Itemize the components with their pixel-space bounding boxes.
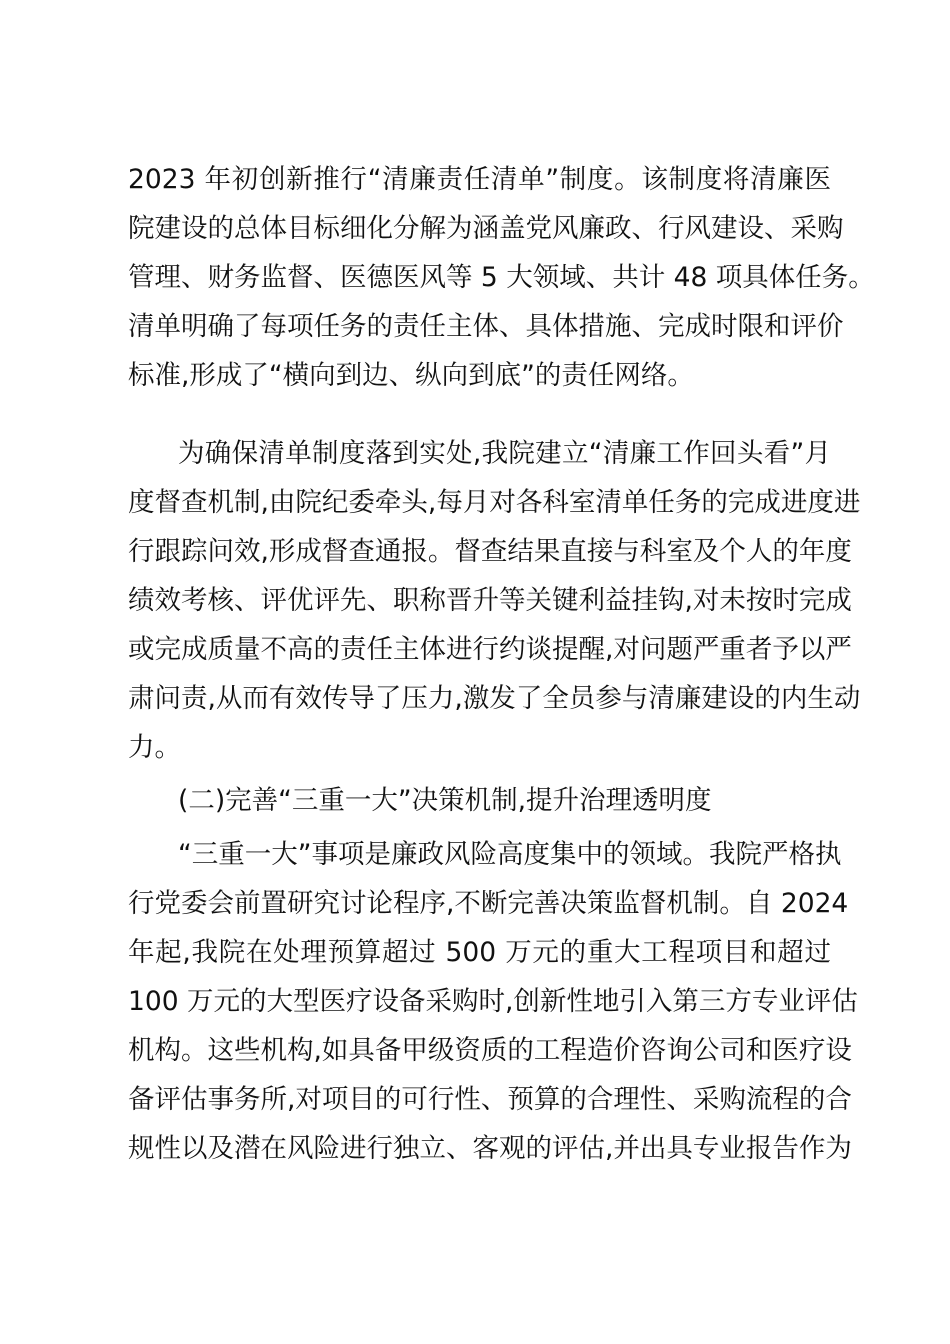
text-line: 度督查机制,由院纪委牵头,每月对各科室清单任务的完成进度进: [128, 487, 861, 518]
text-line: 为确保清单制度落到实处,我院建立“清廉工作回头看”月: [178, 438, 831, 469]
text-line: 清单明确了每项任务的责任主体、具体措施、完成时限和评价: [128, 311, 844, 342]
text-line: 行党委会前置研究讨论程序,不断完善决策监督机制。自 2024: [128, 888, 849, 919]
text-line: 管理、财务监督、医德医风等 5 大领域、共计 48 项具体任务。: [128, 262, 875, 293]
text-line: 规性以及潜在风险进行独立、客观的评估,并出具专业报告作为: [128, 1133, 852, 1164]
text-line: 100 万元的大型医疗设备采购时,创新性地引入第三方专业评估: [128, 986, 858, 1017]
text-line: “三重一大”事项是廉政风险高度集中的领域。我院严格执: [178, 839, 842, 870]
heading-line: (二)完善“三重一大”决策机制,提升治理透明度: [178, 785, 712, 816]
text-line: 年起,我院在处理预算超过 500 万元的重大工程项目和超过: [128, 937, 831, 968]
text-line: 备评估事务所,对项目的可行性、预算的合理性、采购流程的合: [128, 1084, 852, 1115]
text-line: 2023 年初创新推行“清廉责任清单”制度。该制度将清廉医: [128, 164, 831, 195]
text-line: 绩效考核、评优评先、职称晋升等关键利益挂钩,对未按时完成: [128, 585, 852, 616]
text-line: 院建设的总体目标细化分解为涵盖党风廉政、行风建设、采购: [128, 213, 844, 244]
text-line: 行跟踪问效,形成督查通报。督查结果直接与科室及个人的年度: [128, 536, 852, 567]
text-line: 力。: [128, 732, 181, 763]
text-line: 机构。这些机构,如具备甲级资质的工程造价咨询公司和医疗设: [128, 1035, 852, 1066]
text-line: 标准,形成了“横向到边、纵向到底”的责任网络。: [128, 360, 694, 391]
text-line: 或完成质量不高的责任主体进行约谈提醒,对问题严重者予以严: [128, 634, 852, 665]
text-line: 肃问责,从而有效传导了压力,激发了全员参与清廉建设的内生动: [128, 683, 861, 714]
